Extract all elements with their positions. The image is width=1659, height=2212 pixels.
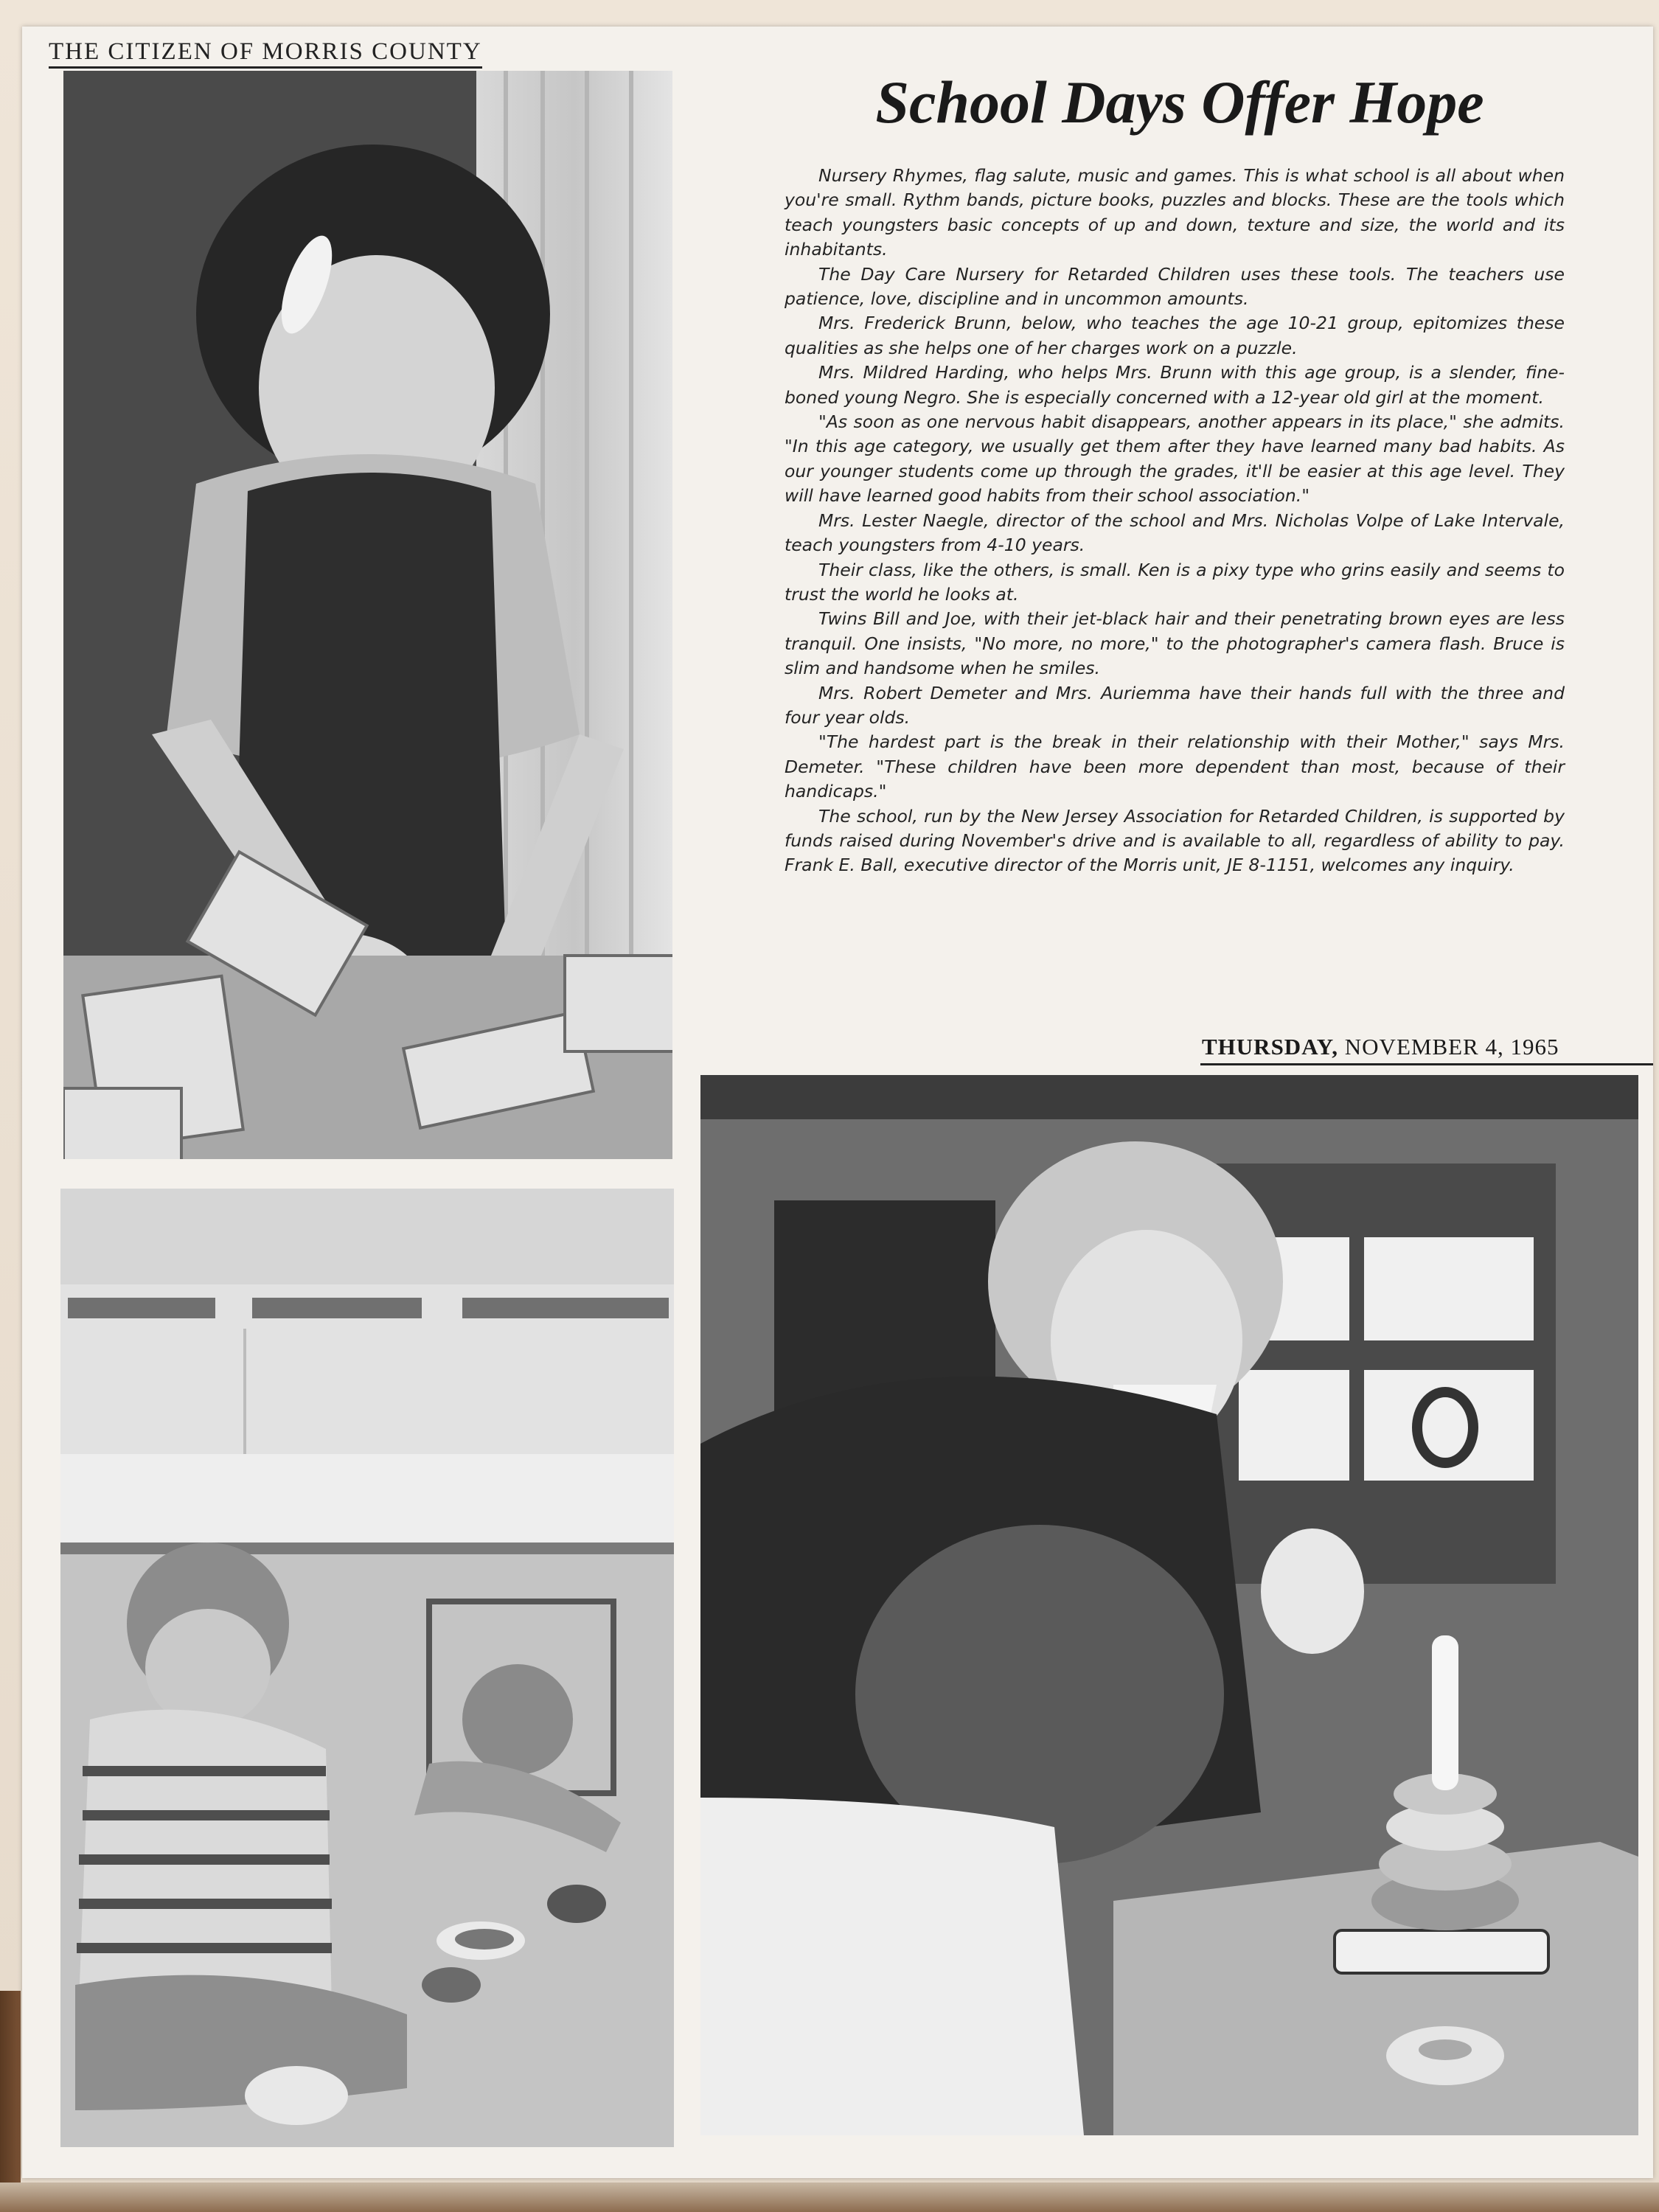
article-paragraph: Nursery Rhymes, flag salute, music and games. This is what school is all about when you're small. Rythm bands, picture books, puzzles and blocks. These are the tools which teach youngsters basic concepts of up and down, texture and size, the world and its inhabitants. — [785, 165, 1565, 260]
wood-edge — [0, 1991, 21, 2212]
photo-children-on-floor — [60, 1189, 674, 2147]
article-paragraph: The school, run by the New Jersey Association for Retarded Children, is supported by funds raised during November's drive and is available to all, regardless of ability to pay. Frank E. Ball, executive director of the Morris unit, JE 8-1151, welcomes any inquiry. — [785, 805, 1565, 876]
dateline-day: THURSDAY, — [1202, 1034, 1339, 1060]
article-paragraph: The Day Care Nursery for Retarded Children uses these tools. The teachers use patience, love, discipline and in uncommon amounts. — [785, 263, 1565, 310]
dateline — [1200, 1034, 1653, 1065]
article-paragraph: Mrs. Mildred Harding, who helps Mrs. Brunn with this age group, is a slender, fine-boned young Negro. She is especially concerned with a 12-year old girl at the moment. — [785, 362, 1565, 408]
article-paragraph: "As soon as one nervous habit disappears, another appears in its place," she admits. "In this age category, we usually get them after they have learned many bad habits. As our younger students come up through the grades, it'll be easier at this age level. They will have learned good habits from their school association." — [785, 411, 1565, 507]
dateline-date: NOVEMBER 4, 1965 — [1344, 1034, 1559, 1060]
article-paragraph: Mrs. Frederick Brunn, below, who teaches the age 10-21 group, epitomizes these qualities as she helps one of her charges work on a puzzle. — [785, 313, 1565, 358]
article-paragraph: "The hardest part is the break in their relationship with their Mother," says Mrs. Demeter. "These children have been more dependent than most, because of their handicaps." — [785, 731, 1565, 802]
photo-teacher-with-child — [700, 1075, 1638, 2135]
article-body — [785, 164, 1565, 878]
article-paragraph: Their class, like the others, is small. Ken is a pixy type who grins easily and seems to trust the world he looks at. — [785, 559, 1565, 605]
wood-surface — [0, 2183, 1659, 2212]
photo-girl-with-blocks — [63, 71, 672, 1159]
masthead: THE CITIZEN OF MORRIS COUNTY — [49, 38, 482, 69]
article-paragraph: Mrs. Lester Naegle, director of the school and Mrs. Nicholas Volpe of Lake Intervale, teach youngsters from 4-10 years. — [785, 509, 1565, 556]
article-paragraph: Mrs. Robert Demeter and Mrs. Auriemma have their hands full with the three and four year olds. — [785, 682, 1565, 728]
headline: School Days Offer Hope — [875, 69, 1484, 136]
article-paragraph: Twins Bill and Joe, with their jet-black hair and their penetrating brown eyes are less tranquil. One insists, "No more, no more," to the photographer's camera flash. Bruce is slim and handsome when he smiles. — [785, 608, 1565, 679]
